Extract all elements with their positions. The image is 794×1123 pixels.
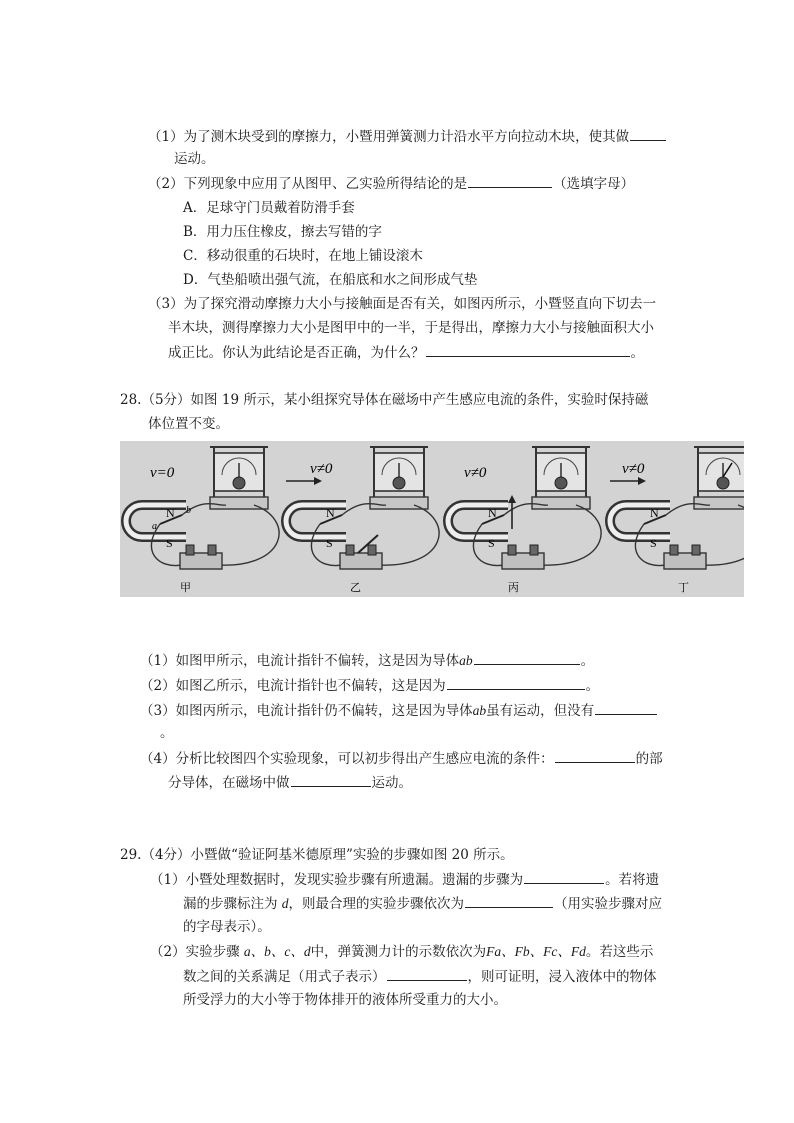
q27-option-a: A．足球守门员戴着防滑手套 bbox=[183, 200, 355, 216]
panel-label-yi: 乙 bbox=[350, 582, 361, 594]
q28-sub1-blank bbox=[474, 650, 580, 665]
q29-sub1-line2 bbox=[183, 893, 662, 914]
q29-sub2-steps: a、b、c、d bbox=[243, 944, 311, 959]
q29-sub2-text-b: 中，弹簧测力计的示数依次为 bbox=[310, 944, 487, 960]
figure-panel-ding bbox=[610, 447, 744, 594]
q27-part3-line1: （3）为了探究滑动摩擦力大小与接触面是否有关，如图丙所示，小暨竖直向下切去一 bbox=[148, 296, 657, 312]
q27-part3-end: 。 bbox=[630, 345, 644, 361]
q27-option-d: D．气垫船喷出强气流，在船底和水之间形成气垫 bbox=[183, 272, 478, 288]
magnet-n-label: N bbox=[326, 506, 335, 520]
panel-label-jia: 甲 bbox=[180, 582, 191, 594]
q28-sub3-blank bbox=[595, 700, 657, 715]
q28-sub4-line2 bbox=[168, 772, 412, 793]
q27-part3-blank bbox=[426, 342, 630, 357]
q29-sub2-text-e: ，则可证明，浸入液体中的物体 bbox=[467, 969, 657, 985]
magnet-s-label: S bbox=[488, 536, 495, 550]
q27-part1-blank bbox=[630, 126, 666, 141]
q29-sub1-text: （1）小暨处理数据时，发现实验步骤有所遗漏。遗漏的步骤为 bbox=[150, 872, 524, 888]
q27-option-c: C．移动很重的石块时，在地上铺设滚木 bbox=[183, 248, 423, 264]
q28-sub1-var: ab bbox=[459, 653, 473, 668]
q28-sub2-end: 。 bbox=[585, 678, 600, 694]
q29-sub1-text-b: 。若将遗 bbox=[605, 872, 660, 888]
q28-sub4-text: （4）分析比较图四个实验现象，可以初步得出产生感应电流的条件： bbox=[140, 751, 554, 767]
q29-sub2-forces: Fa、Fb、Fc、Fd bbox=[486, 944, 586, 959]
q28-sub1-text: （1）如图甲所示，电流计指针不偏转，这是因为导体 bbox=[140, 653, 460, 669]
q28-sub3-var: ab bbox=[472, 703, 487, 718]
magnet-n-label: N bbox=[488, 506, 497, 520]
velocity-label-jia: v=0 bbox=[150, 465, 175, 481]
q28-sub3-line2: 。 bbox=[160, 725, 174, 741]
magnet-s-label: S bbox=[326, 536, 333, 550]
q28-sub1-end: 。 bbox=[580, 653, 595, 669]
q28-sub3-text: （3）如图丙所示，电流计指针仍不偏转，这是因为导体 bbox=[140, 703, 473, 719]
q28-sub4-blank-2 bbox=[291, 772, 371, 787]
q29-heading: 29.（4分）小暨做“验证阿基米德原理”实验的步骤如图 20 所示。 bbox=[120, 847, 514, 863]
q29-sub2-text-c: 。若这些示 bbox=[585, 944, 654, 960]
figure-19-photo bbox=[120, 441, 744, 597]
q28-sub4-text-d: 运动。 bbox=[371, 775, 412, 791]
q28-sub2-line bbox=[140, 675, 599, 696]
panel-label-ding: 丁 bbox=[678, 582, 689, 594]
q29-sub1-line3: 的字母表示）。 bbox=[183, 919, 271, 935]
q27-part2-line bbox=[148, 173, 634, 194]
figure-panel-jia bbox=[126, 447, 279, 594]
q27-part1-line2: 运动。 bbox=[174, 151, 215, 167]
q27-part3-line2: 半木块，测得摩擦力大小是图甲中的一半，于是得出，摩擦力大小与接触面积大小 bbox=[168, 320, 654, 336]
q28-sub4-text-b: 的部 bbox=[635, 751, 663, 767]
q29-sub2-text: （2）实验步骤 bbox=[150, 944, 240, 960]
q29-sub1-blank-1 bbox=[524, 869, 604, 884]
q29-sub2-line1 bbox=[150, 942, 653, 962]
q29-sub1-var: d bbox=[281, 896, 289, 911]
magnet-s-label: S bbox=[166, 536, 173, 550]
q28-sub3-text-b: 虽有运动，但没有 bbox=[486, 703, 595, 719]
rod-a-label: a bbox=[152, 521, 157, 532]
q28-sub1-line bbox=[140, 650, 594, 671]
q29-sub2-blank bbox=[387, 966, 467, 981]
q27-part2-text: （2）下列现象中应用了从图甲、乙实验所得结论的是 bbox=[148, 176, 468, 192]
q28-sub2-blank bbox=[447, 675, 585, 690]
q29-sub2-text-d: 数之间的关系满足（用式子表示） bbox=[183, 969, 386, 985]
q27-part3-line3 bbox=[168, 342, 644, 363]
q27-part2-blank bbox=[468, 173, 552, 188]
q28-sub4-text-c: 分导体，在磁场中做 bbox=[168, 775, 290, 791]
q29-sub1-text-e: （用实验步骤对应 bbox=[554, 896, 663, 912]
magnet-s-label: S bbox=[650, 536, 657, 550]
q27-part1-text: （1）为了测木块受到的摩擦力，小暨用弹簧测力计沿水平方向拉动木块，使其做 bbox=[148, 129, 630, 145]
q28-sub2-text: （2）如图乙所示，电流计指针也不偏转，这是因为 bbox=[140, 678, 446, 694]
rod-b-label: b bbox=[186, 505, 191, 516]
q27-part3-text: 成正比。你认为此结论是否正确，为什么？ bbox=[168, 345, 425, 361]
q27-option-b: B．用力压住橡皮，擦去写错的字 bbox=[183, 224, 382, 240]
magnet-n-label: N bbox=[166, 506, 175, 520]
velocity-label-bing: v≠0 bbox=[464, 465, 487, 481]
q29-sub1-line1 bbox=[150, 869, 659, 890]
magnet-n-label: N bbox=[650, 506, 659, 520]
q27-part2-hint: （选填字母） bbox=[553, 176, 635, 192]
q29-sub1-text-c: 漏的步骤标注为 bbox=[183, 896, 278, 912]
figure-panel-yi bbox=[286, 447, 439, 594]
q29-sub1-text-d: ，则最合理的实验步骤依次为 bbox=[288, 896, 465, 912]
q28-heading-line2: 体位置不变。 bbox=[148, 416, 229, 432]
figure-19-drawing bbox=[120, 441, 744, 597]
q28-sub4-blank-1 bbox=[555, 748, 635, 763]
q29-sub2-line3: 所受浮力的大小等于物体排开的液体所受重力的大小。 bbox=[183, 992, 507, 1008]
velocity-label-ding: v≠0 bbox=[622, 461, 645, 477]
q29-sub1-blank-2 bbox=[465, 893, 553, 908]
q28-sub4-line1 bbox=[140, 748, 663, 769]
q27-part1-line1 bbox=[148, 126, 667, 147]
figure-panel-bing bbox=[448, 447, 601, 594]
panel-label-bing: 丙 bbox=[508, 582, 519, 594]
q29-sub2-line2 bbox=[183, 966, 657, 987]
velocity-label-yi: v≠0 bbox=[310, 461, 333, 477]
q28-heading-line1: 28.（5分）如图 19 所示，某小组探究导体在磁场中产生感应电流的条件，实验时保持磁 bbox=[120, 392, 649, 408]
q28-sub3-line1 bbox=[140, 700, 658, 721]
